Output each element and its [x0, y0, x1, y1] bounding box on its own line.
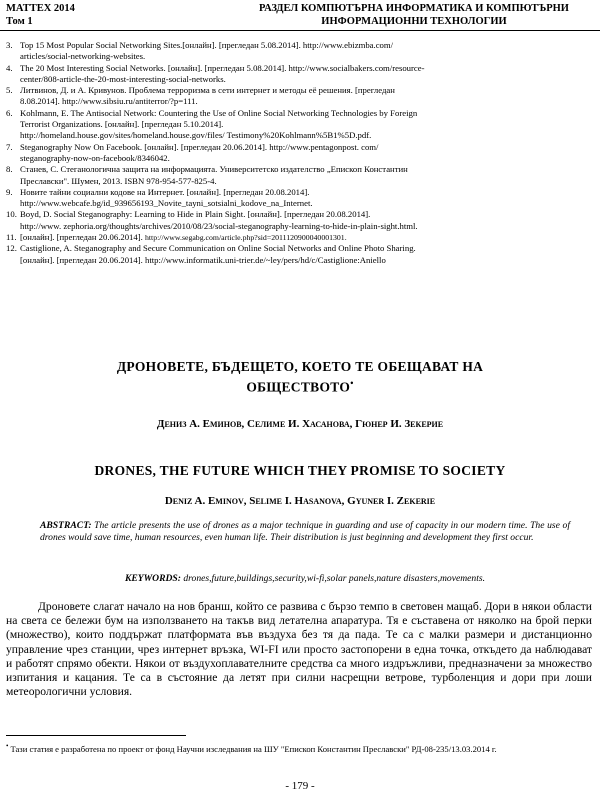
reference-list [6, 40, 592, 266]
authors-bg: Дениз А. Еминов, Селиме И. Хасанова, Гюнер И. Зекерие [156, 418, 444, 430]
body-paragraph: Дроновете слагат начало на нов бранш, който се развива с бързо темпо в световен мащаб. Дори в някои области на света се бележи бум на използването на такъв вид летателна апаратура. Тя е съставена от няколко на брой перки (множество), които поддържат платформата във въздуха без тя да пада. Те са с малки размери и дистанционно управление чрез станции, чрез интернет връзка, WI-FI или просто застопорени в една точка, откъдето да наблюдават и работят спрямо обекти. Някои от въздухоплавателните средства са много издръжливи, предназначени за множество изпитания и кацания. Те са в състояние да летят при силни насрещни ветрове, турболенция и дори при лоши метеорологични условия. [6, 600, 592, 699]
keywords-text: drones,future,buildings,security,wi-fi,solar panels,nature disasters,movements. [180, 573, 486, 584]
journal-info [6, 2, 75, 28]
keywords [40, 573, 570, 584]
reference-number: 9. [6, 186, 13, 197]
footnote-mark: • [6, 742, 9, 750]
reference-number: 4. [6, 62, 13, 73]
page-number: - 179 - [285, 780, 315, 792]
reference-item [6, 209, 592, 232]
reference-text: Castiglione, A. Steganography and Secure Communication on Online Social Networks and Online Photo Sharing. [20, 243, 416, 254]
article-title-en: DRONES, THE FUTURE WHICH THEY PROMISE TO SOCIETY [94, 463, 506, 478]
page-header [0, 0, 600, 31]
reference-continuation: http://www.segabg.com/article.php?sid=2011120900040001301. [144, 233, 347, 243]
reference-text: Boyd, D. Social Steganography: Learning to Hide in Plain Sight. [онлайн]. [прегледан 20.08.2014]. [20, 209, 371, 220]
reference-continuation: http://www. zephoria.org/thoughts/archives/2010/08/23/social-steganography-learning-to-hide-in-plain-sight.html. [20, 220, 418, 231]
footnote [6, 741, 592, 755]
reference-continuation: steganography-now-on-facebook/8346042. [20, 152, 170, 163]
keywords-label: KEYWORDS: [124, 573, 181, 584]
reference-item [6, 243, 592, 266]
reference-item [6, 63, 592, 86]
reference-item [6, 142, 592, 165]
reference-text: Top 15 Most Popular Social Networking Sites.[онлайн]. [прегледан 5.08.2014]. http://www.ebizmba.com/ [20, 40, 394, 50]
journal-name: MATTEX 2014 [6, 3, 75, 14]
reference-text: [онлайн]. [прегледан 20.06.2014]. [20, 232, 145, 243]
reference-continuation: articles/social-networking-websites. [20, 51, 146, 62]
footnote-marker: • [350, 378, 354, 388]
reference-continuation: Terrorist Organizations. [онлайн]. [прегледан 5.10.2014]. [20, 119, 224, 130]
reference-text: The 20 Most Interesting Social Networks. [онлайн]. [прегледан 5.08.2014]. http://www.socialbakers.com/resource- [20, 62, 425, 73]
reference-number: 12. [6, 243, 17, 254]
reference-number: 8. [6, 164, 13, 175]
reference-number: 6. [6, 107, 13, 118]
reference-url: http://homeland.house.gov/sites/homeland.house.gov/files/ Testimony%20Kohlmann%5B1%5D.pdf. [20, 130, 372, 141]
footnote-divider [6, 735, 186, 736]
reference-number: 5. [6, 85, 13, 96]
reference-item [6, 164, 592, 187]
reference-item [6, 187, 592, 210]
reference-item [6, 232, 592, 243]
abstract-label: ABSTRACT: [40, 520, 92, 531]
reference-continuation: http://www.webcafe.bg/id_939656193_Novite_tayni_sotsialni_kodove_na_Internet. [20, 198, 313, 209]
section-title: РАЗДЕЛ КОМПЮТЪРНА ИНФОРМАТИКА И КОМПЮТЪРНИ ИНФОРМАЦИОННИ ТЕХНОЛОГИИ [259, 3, 569, 27]
reference-text: Steganography Now On Facebook. [онлайн]. [прегледан 20.06.2014]. http://www.pentagonpost. com/ [20, 141, 379, 152]
article-title-bg: ДРОНОВЕТЕ, БЪДЕЩЕТО, КОЕТО ТЕ ОБЕЩАВАТ НА ОБЩЕСТВОТО• [116, 359, 484, 395]
reference-number: 7. [6, 141, 13, 152]
abstract-text: The article presents the use of drones as a major technique in guarding and use of capacity in our modern time. The use of drones would save time, human resources, even human life. Their distribution is just beginning and development they first occur. [40, 520, 570, 543]
abstract [40, 520, 570, 544]
footnote-text: Тази статия е разработена по проект от фонд Научни изследвания на ШУ "Епископ Константин Преславски" РД-08-235/13.03.2014 г. [10, 743, 497, 754]
reference-text: Новите тайни социални кодове на Интернет. [онлайн]. [прегледан 20.08.2014]. [20, 186, 310, 197]
authors-en: Deniz A. Eminov, Selime I. Hasanova, Gyuner I. Zekerie [164, 495, 436, 507]
reference-continuation: center/808-article-the-20-most-interesting-social-networks. [20, 73, 226, 84]
reference-text: Литвинов, Д. и А. Кривунов. Проблема терроризма в сети интернет и методы её решения. [прегледан [20, 85, 395, 96]
reference-continuation: Преславски". Шумен, 2013. ISBN 978-954-577-825-4. [20, 175, 217, 186]
reference-item [6, 40, 592, 63]
reference-text: Kohlmann, E. The Antisocial Network: Countering the Use of Online Social Networking Technologies by Foreign [20, 107, 418, 118]
reference-number: 11. [6, 232, 17, 243]
reference-item [6, 108, 592, 142]
reference-number: 3. [6, 40, 13, 50]
volume: Том 1 [6, 16, 33, 27]
reference-item [6, 85, 592, 108]
reference-continuation: [онлайн]. [прегледан 20.06.2014]. http://www.informatik.uni-trier.de/~ley/pers/hd/c/Castiglione:Aniello [20, 254, 386, 265]
reference-text: Станев, С. Стеганологична защита на информацията. Университетско издателство „Епископ Константин [20, 164, 408, 175]
reference-continuation: 8.08.2014]. http://www.sibsiu.ru/antiterror/?p=111. [20, 96, 198, 107]
reference-number: 10. [6, 209, 17, 220]
